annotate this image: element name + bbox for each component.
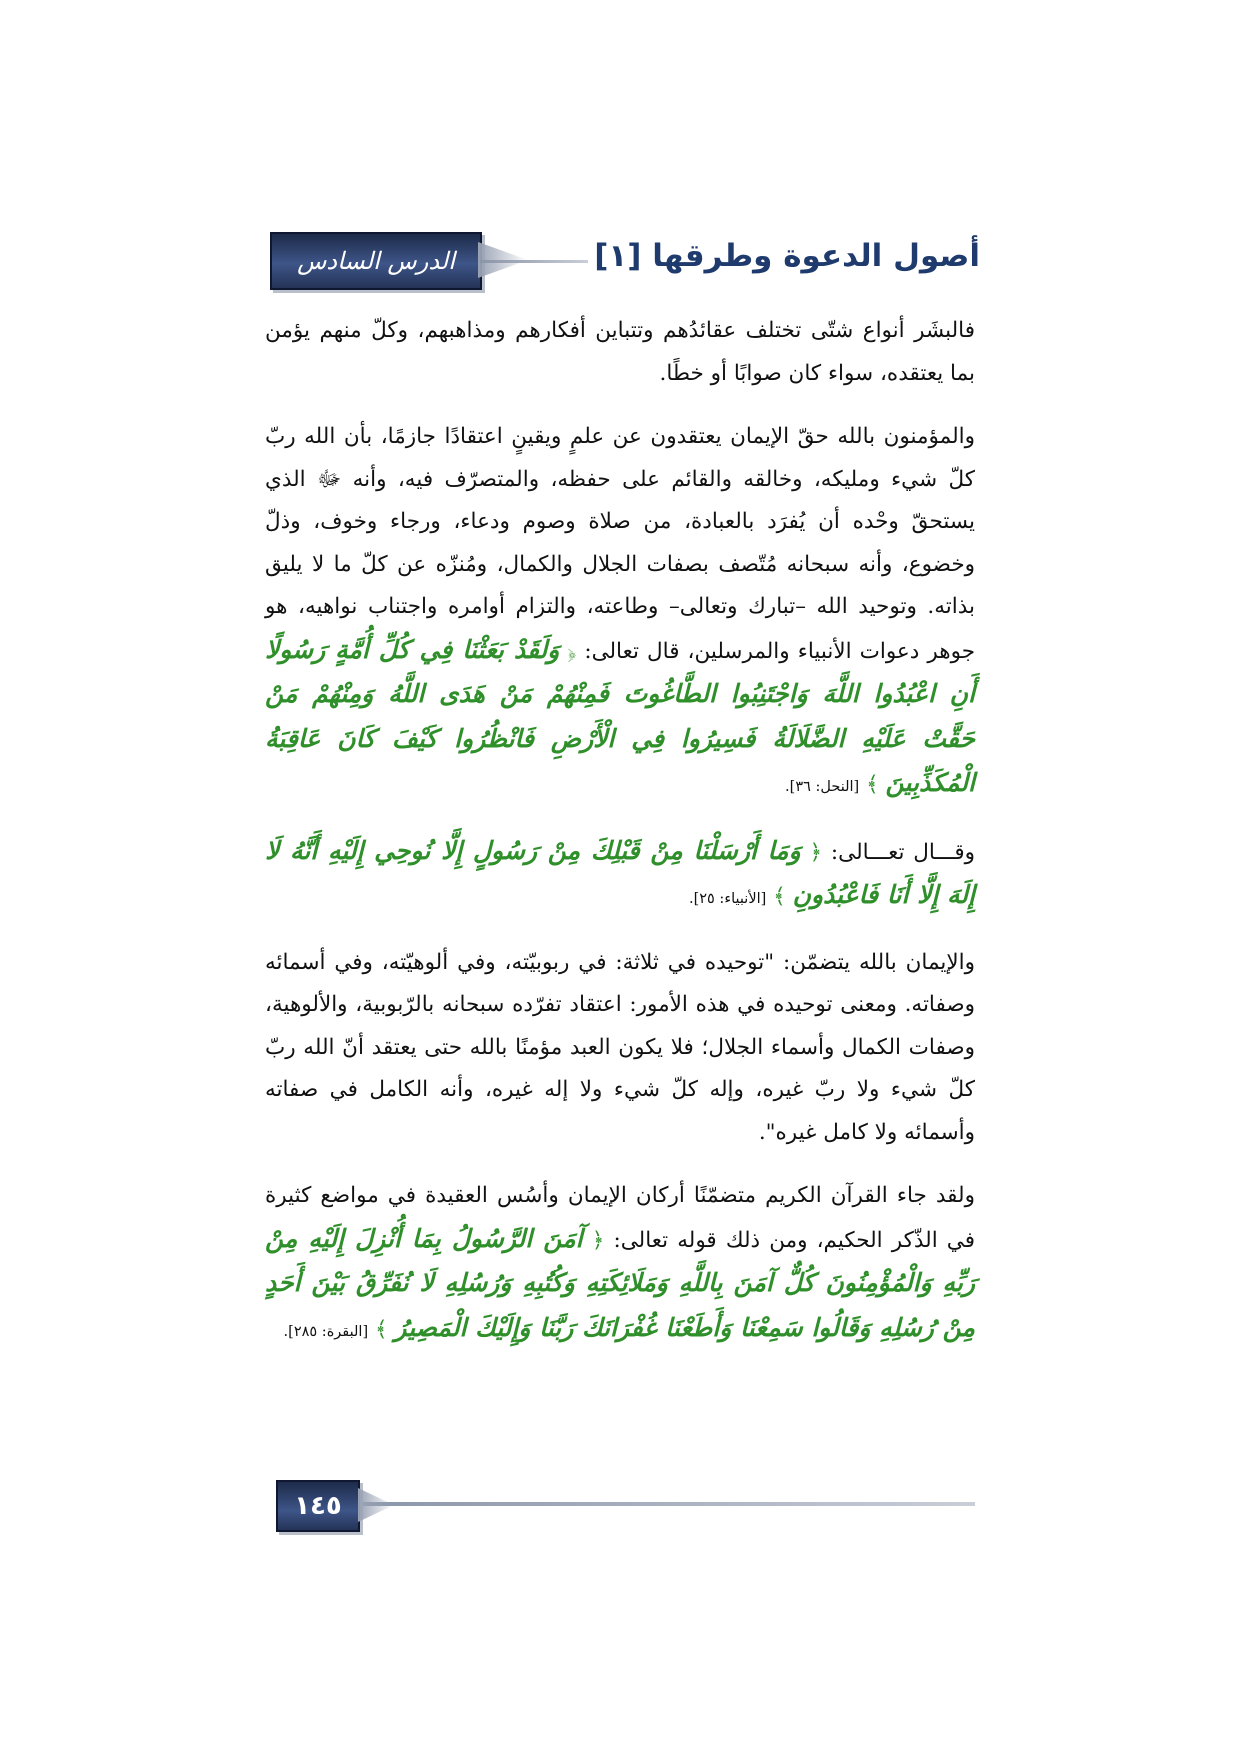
paragraph-text: والإيمان بالله يتضمّن: "توحيده في ثلاثة: في ربوبيّته، وفي ألوهيّته، وفي أسمائه وصفاته. ومعنى توحيده في هذه الأمور: اعتقاد تفرّده سبحانه بالرّبوبية، والألوهية، وصفات الكمال وأسماء الجلال؛ فلا يكون العبد مؤمنًا بالله حتى يعتقد أنّ الله ربّ كلّ شيء ولا ربّ غيره، وإله كلّ شيء ولا إله غيره، وأنه الكامل في صفاته وأسمائه ولا كامل غيره". xyxy=(265,949,975,1145)
paragraph-text: ولقد جاء القرآن الكريم متضمّنًا أركان الإيمان وأسُس العقيدة في مواضع كثيرة في الذّكر الحكيم، ومن ذلك قوله تعالى: xyxy=(265,1183,975,1253)
quran-verse: آمَنَ الرَّسُولُ بِمَا أُنْزِلَ إِلَيْهِ مِنْ رَبِّهِ وَالْمُؤْمِنُونَ كُلٌّ آمَنَ بِاللَّهِ وَمَلَائِكَتِهِ وَكُتُبِهِ وَرُسُلِهِ لَا نُفَرِّقُ بَيْنَ أَحَدٍ مِنْ رُسُلِهِ وَقَالُوا سَمِعْنَا وَأَطَعْنَا غُفْرَانَكَ رَبَّنَا وَإِلَيْكَ الْمَصِيرُ xyxy=(265,1223,975,1342)
quran-verse: وَمَا أَرْسَلْنَا مِنْ قَبْلِكَ مِنْ رَسُولٍ إِلَّا نُوحِي إِلَيْهِ أَنَّهُ لَا إِلَهَ إِلَّا أَنَا فَاعْبُدُونِ xyxy=(265,835,975,909)
paragraph-text: وقـــال تعـــالى: xyxy=(830,839,975,865)
footer-divider xyxy=(355,1502,975,1506)
paragraph-text: والمؤمنون بالله حقّ الإيمان يعتقدون عن علمٍ ويقينٍ اعتقادًا جازمًا، بأن الله ربّ كلّ شيء ومليكه، وخالقه والقائم على حفظه، والمتصرّف فيه، وأنه ﷻ الذي يستحقّ وحْده أن يُفرَد بالعبادة، من صلاة وصوم ودعاء، ورجاء وخوف، وذلّ وخضوع، وأنه سبحانه مُتّصف بصفات الجلال والكمال، ومُنزّه عن كلّ ما لا يليق بذاته. وتوحيد الله –تبارك وتعالى– وطاعته، والتزام أوامره واجتناب نواهيه، هو جوهر دعوات الأنبياء والمرسلين، قال تعالى: xyxy=(265,424,975,664)
main-content xyxy=(265,310,975,1374)
header-divider xyxy=(480,260,588,263)
verse-reference: [النحل: ٣٦]. xyxy=(785,779,860,795)
verse-open-bracket: ﴿ xyxy=(591,1227,605,1253)
quran-verse: وَلَقَدْ بَعَثْنَا فِي كُلِّ أُمَّةٍ رَسُولًا أَنِ اعْبُدُوا اللَّهَ وَاجْتَنِبُوا الطَّاغُوتَ فَمِنْهُمْ مَنْ هَدَى اللَّهُ وَمِنْهُمْ مَنْ حَقَّتْ عَلَيْهِ الضَّلَالَةُ فَسِيرُوا فِي الْأَرْضِ فَانْظُرُوا كَيْفَ كَانَ عَاقِبَةُ الْمُكَذِّبِينَ xyxy=(265,634,975,797)
verse-open-bracket: ﴿ xyxy=(567,638,577,664)
paragraph-text: فالبشَر أنواع شتّى تختلف عقائدُهم وتتباين أفكارهم ومذاهبهم، وكلّ منهم يؤمن بما يعتقده، سواء كان صوابًا أو خطًا. xyxy=(265,318,975,386)
paragraph-5 xyxy=(265,1175,975,1353)
verse-reference: [البقرة: ٢٨٥]. xyxy=(283,1323,369,1340)
verse-open-bracket: ﴿ xyxy=(809,839,823,865)
verse-close-bracket: ﴾ xyxy=(866,772,879,797)
paragraph-3 xyxy=(265,830,975,921)
page-number-arrow-decoration xyxy=(358,1488,394,1522)
lesson-label: الدرس السادس xyxy=(297,247,455,275)
page-number: ١٤٥ xyxy=(294,1491,342,1521)
chapter-title: أصول الدعوة وطرقها [١] xyxy=(594,238,980,274)
page-number-badge xyxy=(276,1480,360,1532)
paragraph-2 xyxy=(265,416,975,809)
verse-close-bracket: ﴾ xyxy=(773,884,786,909)
verse-reference: [الأنبياء: ٢٥]. xyxy=(688,891,767,907)
lesson-badge xyxy=(270,232,482,290)
page-header xyxy=(270,232,980,292)
paragraph-4 xyxy=(265,942,975,1155)
verse-close-bracket: ﴾ xyxy=(374,1316,388,1342)
paragraph-1 xyxy=(265,310,975,395)
